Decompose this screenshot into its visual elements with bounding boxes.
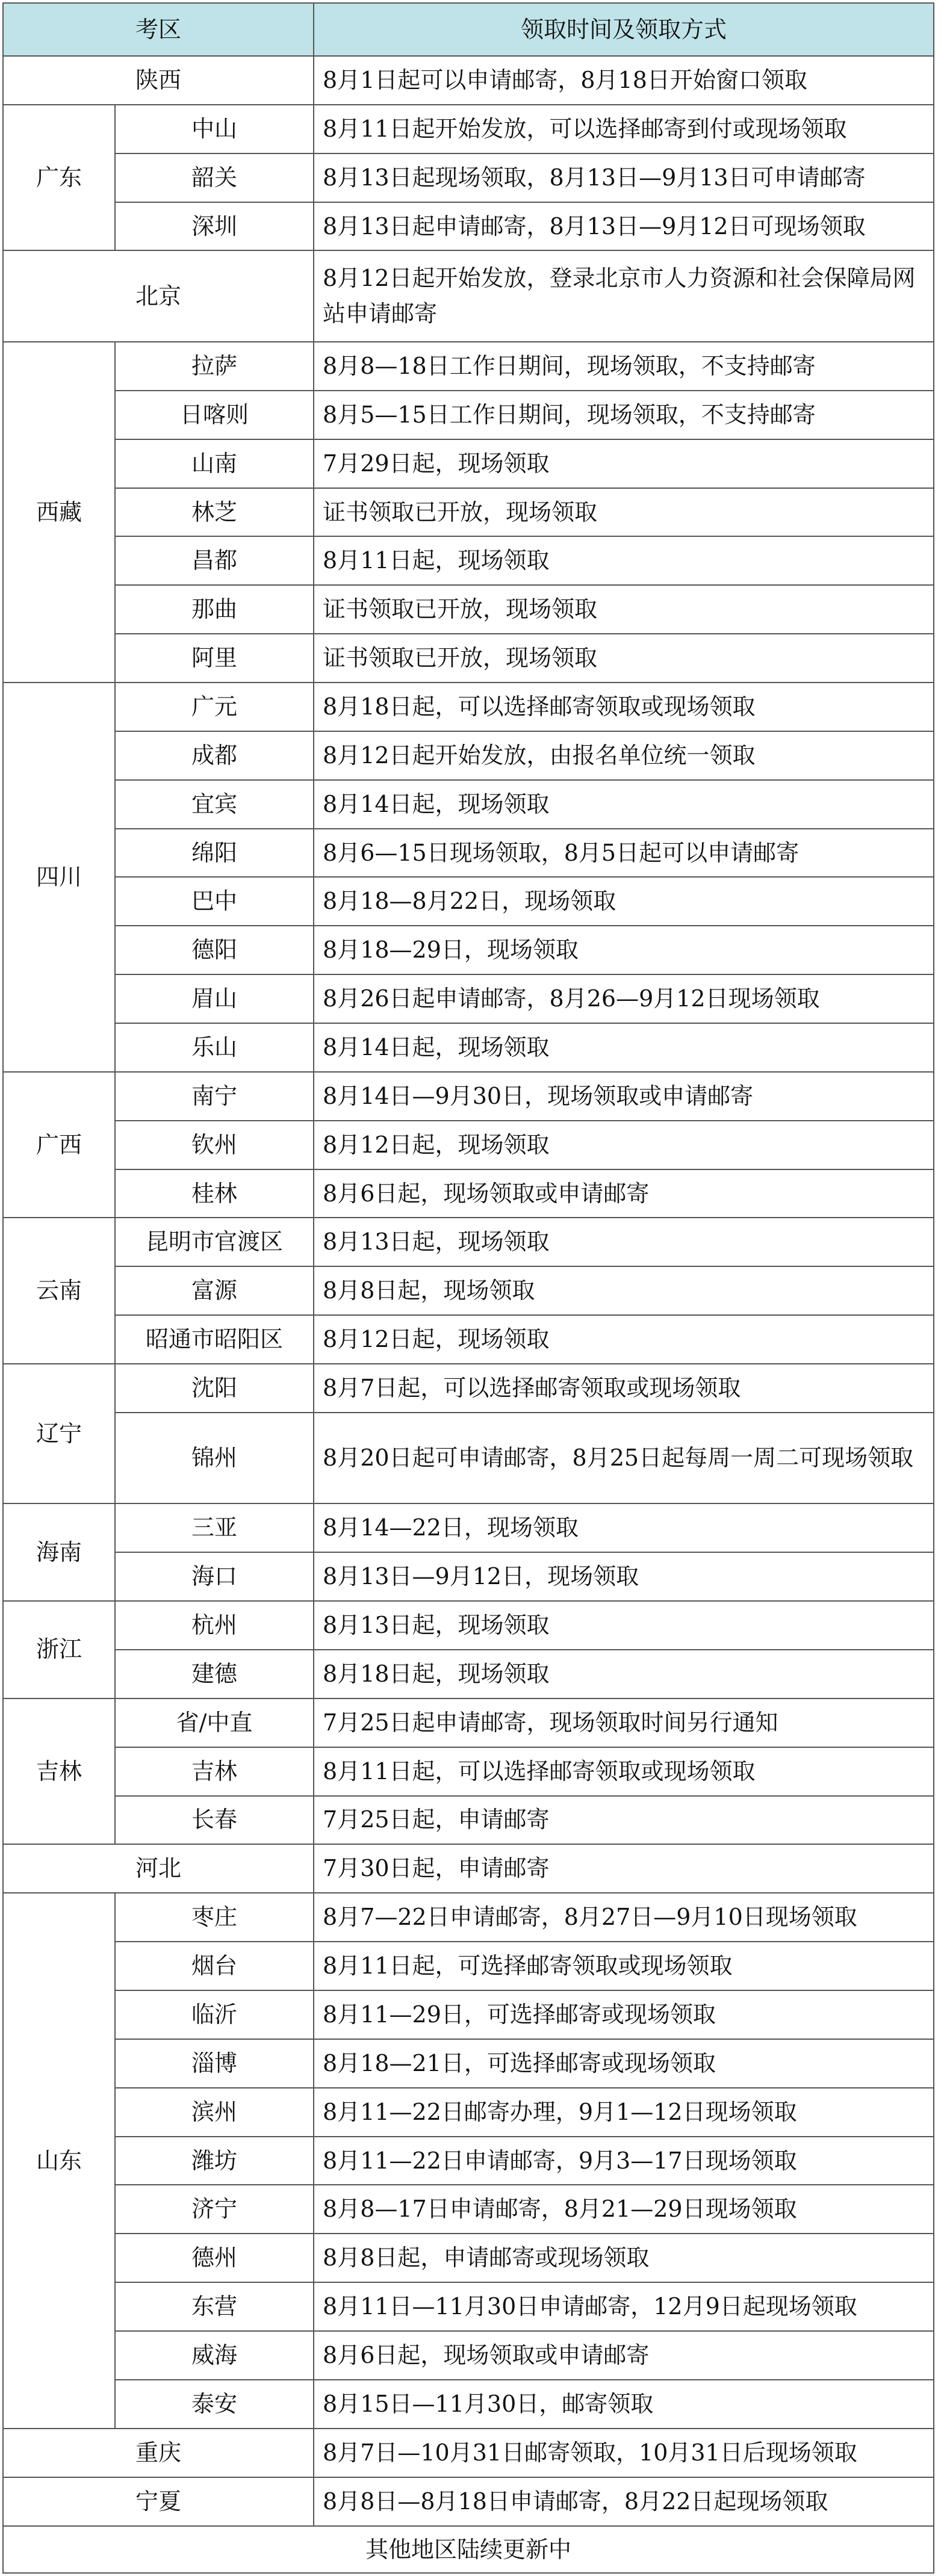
method-cell: 7月29日起，现场领取 [314,439,934,488]
table-row [3,391,934,439]
table-row [3,1218,934,1266]
method-cell: 证书领取已开放，现场领取 [314,634,934,683]
header-row [3,3,934,56]
method-cell: 8月18日起，现场领取 [314,1650,934,1698]
table-row [3,1315,934,1364]
table-row [3,1844,934,1893]
method-cell: 8月15日—11月30日，邮寄领取 [314,2380,934,2429]
city-cell: 海口 [115,1552,314,1601]
region-cell: 陕西 [3,56,314,105]
footer-row [3,2526,934,2573]
city-cell: 广元 [115,683,314,731]
method-cell: 8月11—29日，可选择邮寄或现场领取 [314,1990,934,2039]
method-cell: 8月20日起可申请邮寄，8月25日起每周一周二可现场领取 [314,1413,934,1504]
method-cell: 8月14日起，现场领取 [314,1023,934,1072]
method-cell: 7月30日起，申请邮寄 [314,1844,934,1893]
table-row [3,2429,934,2477]
city-cell: 济宁 [115,2185,314,2234]
table-row [3,2477,934,2526]
method-cell: 证书领取已开放，现场领取 [314,585,934,634]
region-cell: 河北 [3,1844,314,1893]
method-cell: 8月8日—8月18日申请邮寄，8月22日起现场领取 [314,2477,934,2526]
table-row [3,1121,934,1169]
method-cell: 8月11—22日申请邮寄，9月3—17日现场领取 [314,2137,934,2185]
method-cell: 8月6日起，现场领取或申请邮寄 [314,1169,934,1218]
method-cell: 8月1日起可以申请邮寄，8月18日开始窗口领取 [314,56,934,105]
method-cell: 8月11日起，可以选择邮寄领取或现场领取 [314,1747,934,1796]
table-row [3,780,934,829]
header-region: 考区 [3,3,314,56]
city-cell: 眉山 [115,974,314,1023]
city-cell: 临沂 [115,1990,314,2039]
footer-note: 其他地区陆续更新中 [3,2526,934,2573]
table-row [3,1942,934,1990]
city-cell: 锦州 [115,1413,314,1504]
city-cell: 沈阳 [115,1364,314,1413]
city-cell: 钦州 [115,1121,314,1169]
method-cell: 8月8—18日工作日期间，现场领取，不支持邮寄 [314,342,934,391]
table-row [3,2137,934,2185]
city-cell: 阿里 [115,634,314,683]
province-cell: 辽宁 [3,1364,115,1503]
table-row [3,105,934,153]
table-row [3,153,934,202]
table-row [3,1413,934,1504]
city-cell: 三亚 [115,1503,314,1552]
method-cell: 8月5—15日工作日期间，现场领取，不支持邮寄 [314,391,934,439]
method-cell: 8月14日—9月30日，现场领取或申请邮寄 [314,1072,934,1121]
city-cell: 烟台 [115,1942,314,1990]
city-cell: 山南 [115,439,314,488]
province-cell: 西藏 [3,342,115,683]
table-row [3,342,934,391]
city-cell: 淄博 [115,2039,314,2088]
province-cell: 海南 [3,1503,115,1601]
city-cell: 威海 [115,2331,314,2380]
city-cell: 德阳 [115,926,314,974]
province-cell: 浙江 [3,1601,115,1698]
region-cell: 重庆 [3,2429,314,2477]
method-cell: 8月6日起，现场领取或申请邮寄 [314,2331,934,2380]
province-cell: 四川 [3,683,115,1072]
city-cell: 巴中 [115,877,314,926]
province-cell: 广西 [3,1072,115,1218]
method-cell: 8月6—15日现场领取，8月5日起可以申请邮寄 [314,829,934,878]
table-row [3,1023,934,1072]
city-cell: 韶关 [115,153,314,202]
city-cell: 中山 [115,105,314,153]
city-cell: 长春 [115,1796,314,1845]
city-cell: 富源 [115,1266,314,1315]
city-cell: 昆明市官渡区 [115,1218,314,1266]
table-row [3,56,934,105]
city-cell: 宜宾 [115,780,314,829]
city-cell: 枣庄 [115,1893,314,1942]
table-row [3,1747,934,1796]
city-cell: 滨州 [115,2088,314,2137]
city-cell: 省/中直 [115,1698,314,1747]
city-cell: 那曲 [115,585,314,634]
city-cell: 昌都 [115,536,314,585]
table-row [3,731,934,780]
method-cell: 8月11日起开始发放，可以选择邮寄到付或现场领取 [314,105,934,153]
table-row [3,2282,934,2331]
table-row [3,2234,934,2282]
method-cell: 8月12日起，现场领取 [314,1121,934,1169]
province-cell: 云南 [3,1218,115,1364]
table-row [3,250,934,342]
method-cell: 8月14—22日，现场领取 [314,1503,934,1552]
city-cell: 昭通市昭阳区 [115,1315,314,1364]
city-cell: 拉萨 [115,342,314,391]
city-cell: 南宁 [115,1072,314,1121]
table-row [3,1552,934,1601]
region-cell: 宁夏 [3,2477,314,2526]
table-row [3,1650,934,1698]
table-row [3,439,934,488]
method-cell: 8月13日起申请邮寄，8月13日—9月12日可现场领取 [314,202,934,251]
table-row [3,536,934,585]
table-row [3,974,934,1023]
table-row [3,1990,934,2039]
region-cell: 北京 [3,250,314,342]
method-cell: 8月18—21日，可选择邮寄或现场领取 [314,2039,934,2088]
header-method: 领取时间及领取方式 [314,3,934,56]
city-cell: 杭州 [115,1601,314,1650]
table-row [3,585,934,634]
method-cell: 8月13日起，现场领取 [314,1601,934,1650]
city-cell: 泰安 [115,2380,314,2429]
method-cell: 8月13日起，现场领取 [314,1218,934,1266]
table-row [3,1072,934,1121]
table-row [3,1364,934,1413]
city-cell: 潍坊 [115,2137,314,2185]
city-cell: 建德 [115,1650,314,1698]
method-cell: 8月8日起，申请邮寄或现场领取 [314,2234,934,2282]
table-row [3,202,934,251]
method-cell: 8月14日起，现场领取 [314,780,934,829]
table-row [3,1796,934,1845]
city-cell: 德州 [115,2234,314,2282]
method-cell: 8月13日—9月12日，现场领取 [314,1552,934,1601]
province-cell: 山东 [3,1893,115,2428]
city-cell: 乐山 [115,1023,314,1072]
method-cell: 8月26日起申请邮寄，8月26—9月12日现场领取 [314,974,934,1023]
table-row [3,2380,934,2429]
table-row [3,683,934,731]
certificate-collection-table [2,2,934,2574]
city-cell: 日喀则 [115,391,314,439]
table-row [3,634,934,683]
table-row [3,1266,934,1315]
table-row [3,1893,934,1942]
table-row [3,2088,934,2137]
method-cell: 8月12日起开始发放，由报名单位统一领取 [314,731,934,780]
table-row [3,2039,934,2088]
table-row [3,829,934,878]
table-row [3,926,934,974]
method-cell: 8月12日起，现场领取 [314,1315,934,1364]
table-row [3,1503,934,1552]
city-cell: 吉林 [115,1747,314,1796]
table-row [3,2185,934,2234]
method-cell: 8月7—22日申请邮寄，8月27日—9月10日现场领取 [314,1893,934,1942]
method-cell: 证书领取已开放，现场领取 [314,488,934,537]
method-cell: 8月11—22日邮寄办理，9月1—12日现场领取 [314,2088,934,2137]
method-cell: 7月25日起，申请邮寄 [314,1796,934,1845]
method-cell: 8月11日起，可选择邮寄领取或现场领取 [314,1942,934,1990]
method-cell: 8月18—29日，现场领取 [314,926,934,974]
city-cell: 东营 [115,2282,314,2331]
table-body [3,56,934,2526]
method-cell: 8月18日起，可以选择邮寄领取或现场领取 [314,683,934,731]
city-cell: 绵阳 [115,829,314,878]
method-cell: 8月13日起现场领取，8月13日—9月13日可申请邮寄 [314,153,934,202]
method-cell: 8月8—17日申请邮寄，8月21—29日现场领取 [314,2185,934,2234]
method-cell: 8月8日起，现场领取 [314,1266,934,1315]
table-row [3,488,934,537]
table-row [3,1169,934,1218]
table-row [3,2331,934,2380]
province-cell: 广东 [3,105,115,251]
method-cell: 8月7日—10月31日邮寄领取，10月31日后现场领取 [314,2429,934,2477]
method-cell: 8月11日起，现场领取 [314,536,934,585]
city-cell: 成都 [115,731,314,780]
city-cell: 桂林 [115,1169,314,1218]
method-cell: 8月11日—11月30日申请邮寄，12月9日起现场领取 [314,2282,934,2331]
province-cell: 吉林 [3,1698,115,1845]
city-cell: 深圳 [115,202,314,251]
method-cell: 8月12日起开始发放，登录北京市人力资源和社会保障局网站申请邮寄 [314,250,934,342]
table-row [3,1698,934,1747]
table-row [3,1601,934,1650]
method-cell: 7月25日起申请邮寄，现场领取时间另行通知 [314,1698,934,1747]
city-cell: 林芝 [115,488,314,537]
table-row [3,877,934,926]
method-cell: 8月7日起，可以选择邮寄领取或现场领取 [314,1364,934,1413]
method-cell: 8月18—8月22日，现场领取 [314,877,934,926]
